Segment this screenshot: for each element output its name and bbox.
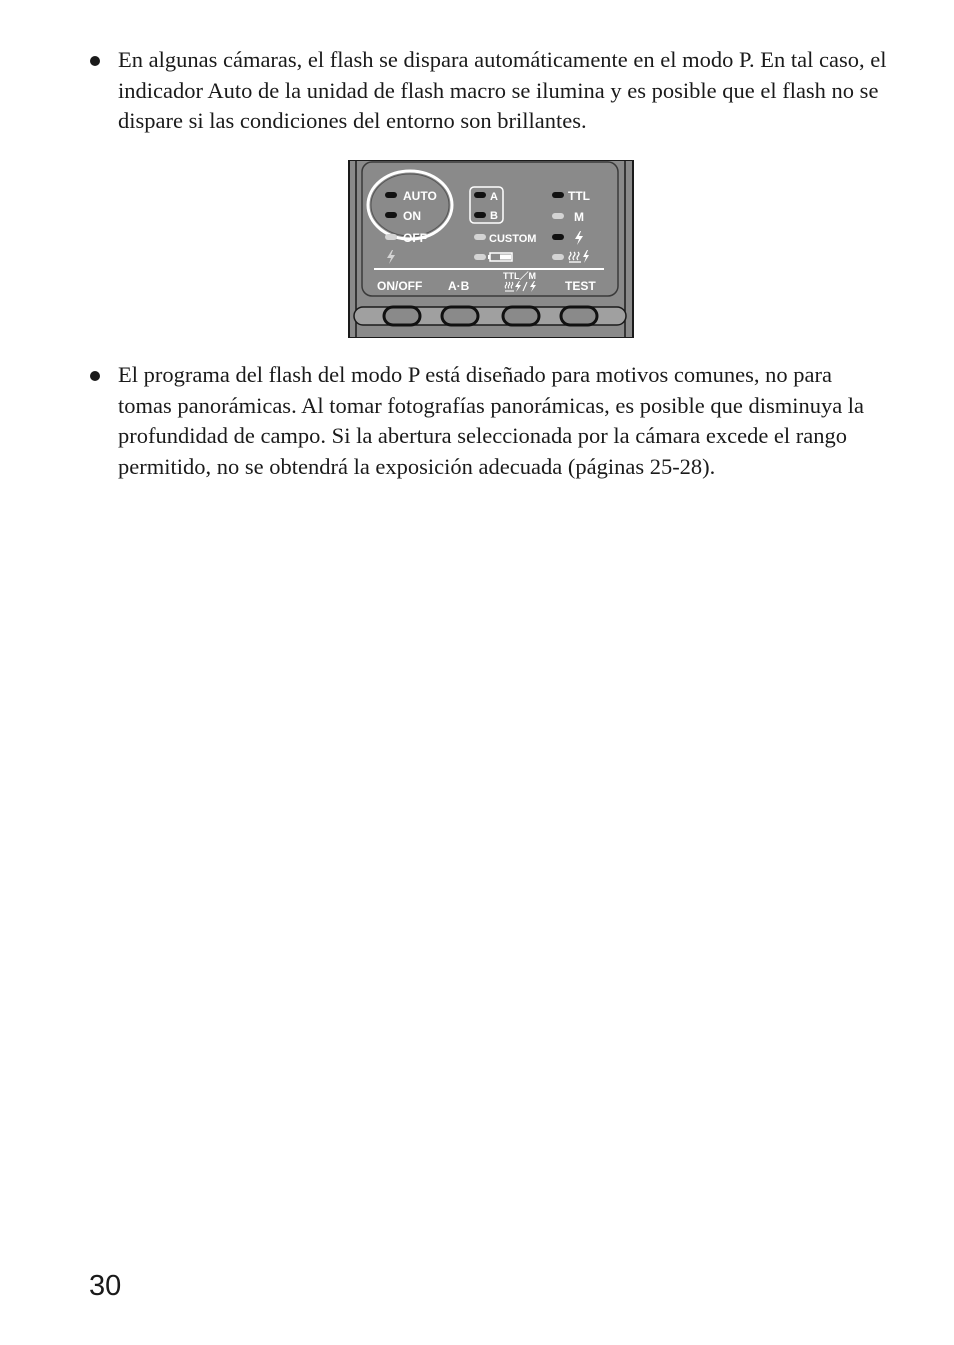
on-indicator-label: ON	[403, 209, 421, 223]
a-indicator-label: A	[490, 191, 498, 203]
bullet-icon	[90, 56, 100, 66]
custom-indicator-led	[474, 234, 486, 240]
off-indicator-label: OFF	[403, 231, 427, 245]
flash-control-panel-figure	[348, 160, 634, 338]
bullet-text: El programa del flash del modo P está diseñado para motivos comunes, no para tomas panorámicas. Al tomar fotografías panorámicas, es posible que disminuya la profundidad de campo. Si la abertura seleccionada por la cámara excede el rango permitido, no se obtendrá la exposición adecuada (páginas 25-28).	[118, 362, 865, 479]
ttl-indicator-led	[552, 192, 564, 198]
test-button[interactable]	[561, 307, 597, 325]
bullet-auto-flash	[90, 45, 890, 137]
b-indicator-led	[474, 212, 486, 218]
ab-button-label: A·B	[448, 279, 470, 293]
b-indicator-label: B	[490, 210, 498, 222]
on-off-button[interactable]	[384, 307, 420, 325]
off-indicator-led	[385, 234, 397, 240]
a-indicator-led	[474, 192, 486, 198]
flash-indicator-led	[552, 234, 564, 240]
auto-indicator-led	[385, 192, 397, 198]
custom-indicator-label: CUSTOM	[489, 233, 537, 245]
test-button-label: TEST	[565, 279, 596, 293]
ttl-m-button-label: TTL／M	[503, 271, 536, 281]
m-indicator-led	[552, 213, 564, 219]
ttl-m-button[interactable]	[503, 307, 539, 325]
on-off-button-label: ON/OFF	[377, 279, 423, 293]
indicator-window	[362, 162, 618, 296]
on-indicator-led	[385, 212, 397, 218]
ab-button[interactable]	[442, 307, 478, 325]
bullet-icon	[90, 371, 100, 381]
slow-sync-indicator-led	[552, 254, 564, 260]
page-number: 30	[89, 1270, 122, 1302]
auto-indicator-label: AUTO	[403, 189, 437, 203]
battery-indicator-led	[474, 254, 486, 260]
bullet-text: En algunas cámaras, el flash se dispara automáticamente en el modo P. En tal caso, el indicador Auto de la unidad de flash macro se ilumina y es posible que el flash no se dispare si las condiciones del entorno son brillantes.	[118, 47, 887, 133]
m-indicator-label: M	[574, 210, 584, 224]
bullet-panoramic	[90, 360, 890, 482]
ttl-indicator-label: TTL	[568, 189, 590, 203]
